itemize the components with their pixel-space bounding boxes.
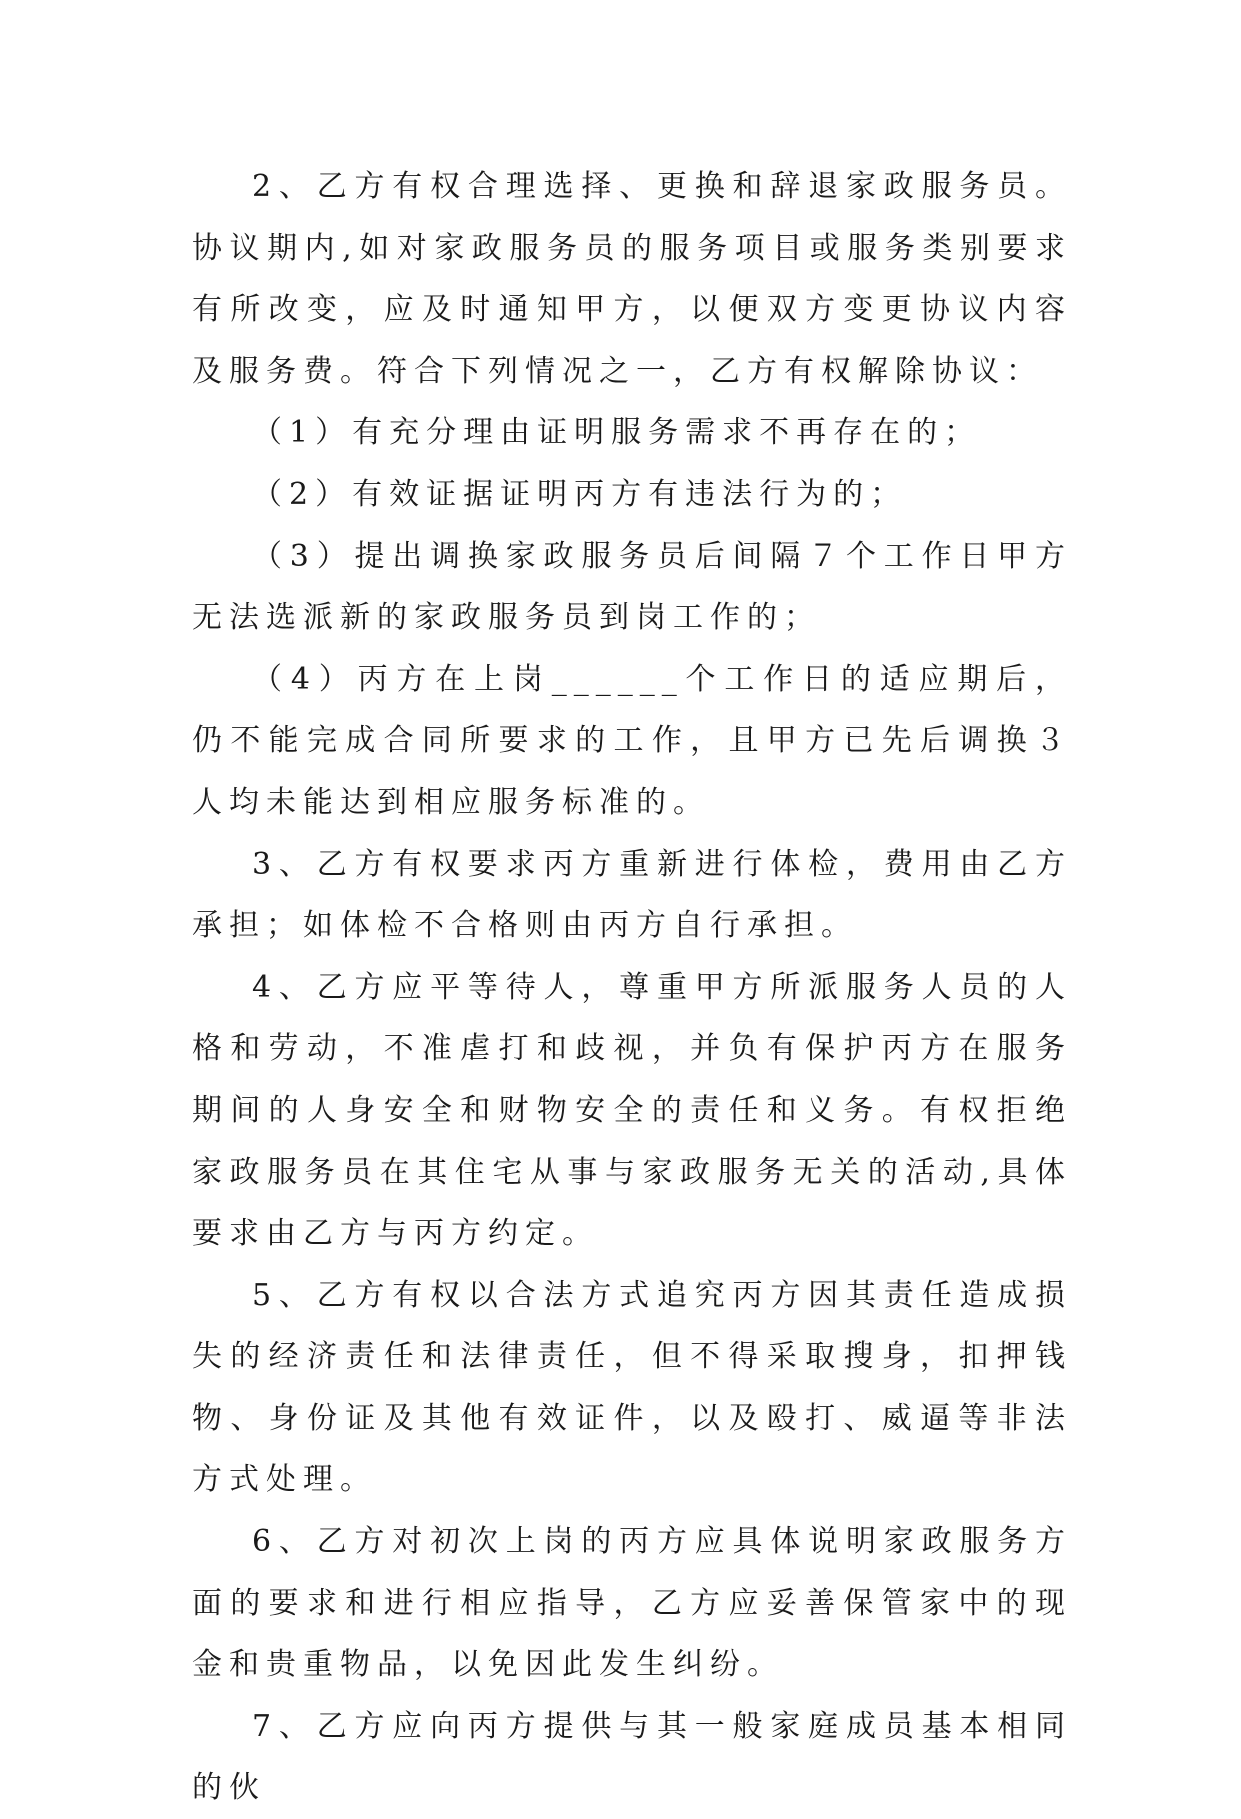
paragraph-clause-4: 4、乙方应平等待人，尊重甲方所派服务人员的人格和劳动，不准虐打和歧视，并负有保护丙方在服务期间的人身安全和财物安全的责任和义务。有权拒绝家政服务员在其住宅从事与家政服务无关的活动,具体要求由乙方与丙方约定。 — [192, 969, 1072, 1252]
paragraph-clause-5: 5、乙方有权以合法方式追究丙方因其责任造成损失的经济责任和法律责任，但不得采取搜身，扣押钱物、身份证及其他有效证件，以及殴打、威逼等非法方式处理。 — [192, 1277, 1072, 1498]
paragraph-item-4: （4）丙方在上岗______个工作日的适应期后，仍不能完成合同所要求的工作，且甲方已先后调换３人均未能达到相应服务标准的。 — [192, 661, 1072, 820]
paragraph-clause-6: 6、乙方对初次上岗的丙方应具体说明家政服务方面的要求和进行相应指导，乙方应妥善保管家中的现金和贵重物品，以免因此发生纠纷。 — [192, 1524, 1072, 1683]
paragraph-item-3: （3）提出调换家政服务员后间隔７个工作日甲方无法选派新的家政服务员到岗工作的； — [192, 538, 1072, 636]
paragraph-clause-3: 3、乙方有权要求丙方重新进行体检，费用由乙方承担；如体检不合格则由丙方自行承担。 — [192, 846, 1072, 944]
document-body — [192, 156, 1072, 1819]
paragraph-clause-7: 7、乙方应向丙方提供与其一般家庭成员基本相同的伙 — [192, 1708, 1072, 1806]
paragraph-item-1: （1）有充分理由证明服务需求不再存在的； — [252, 415, 982, 451]
paragraph-clause-2: 2、乙方有权合理选择、更换和辞退家政服务员。协议期内,如对家政服务员的服务项目或服务类别要求有所改变，应及时通知甲方，以便双方变更协议内容及服务费。符合下列情况之一，乙方有权解除协议： — [192, 169, 1072, 389]
paragraph-item-2: （2）有效证据证明丙方有违法行为的； — [252, 476, 908, 512]
